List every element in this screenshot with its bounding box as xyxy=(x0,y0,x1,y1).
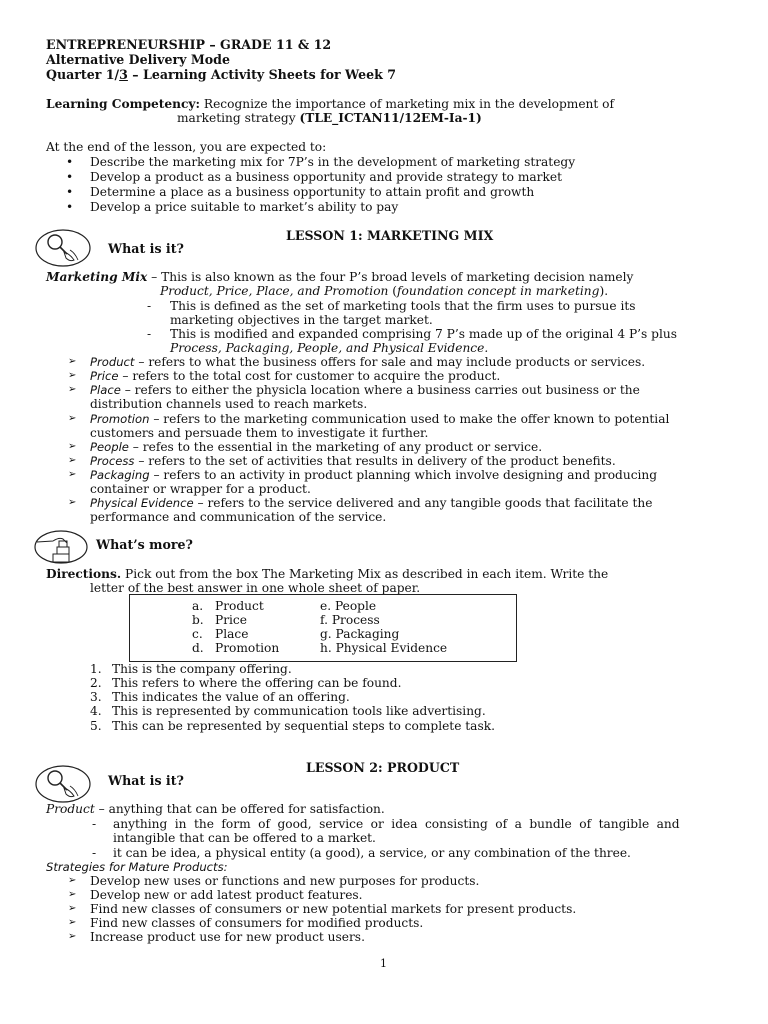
question-number: 5. xyxy=(90,719,102,733)
question-number: 4. xyxy=(90,704,102,718)
magnifying-glass-icon xyxy=(34,764,92,804)
choice-item: Place xyxy=(215,627,249,641)
p-item: Physical Evidence – refers to the service delivered and any tangible goods that facilitate the xyxy=(90,496,653,510)
product-point: it can be idea, a physical entity (a good), a service, or any combination of the three. xyxy=(113,846,631,860)
question-number: 2. xyxy=(90,676,102,690)
arrow-bullet-icon: ➢ xyxy=(68,889,77,900)
directions-cont: letter of the best answer in one whole sheet of paper. xyxy=(90,581,421,595)
definition-point-cont: marketing objectives in the target market. xyxy=(170,313,433,327)
product-point: anything in the form of good, service or idea consisting of a bundle of tangible and xyxy=(113,817,680,831)
question-number: 1. xyxy=(90,662,102,676)
lesson1-title: LESSON 1: MARKETING MIX xyxy=(286,228,494,243)
p-item-cont: container or wrapper for a product. xyxy=(90,482,311,496)
objective-item: Describe the marketing mix for 7P’s in the development of marketing strategy xyxy=(90,155,576,169)
learning-competency: Learning Competency: Recognize the importance of marketing mix in the development of xyxy=(46,97,615,111)
choice-letter: b. xyxy=(192,613,204,627)
learning-competency-cont: marketing strategy (TLE_ICTAN11/12EM-Ia-1) xyxy=(177,111,482,125)
arrow-bullet-icon: ➢ xyxy=(68,931,77,942)
arrow-bullet-icon: ➢ xyxy=(68,413,77,424)
dash: - xyxy=(92,846,97,860)
p-item: Process – refers to the set of activities that results in delivery of the product benefits. xyxy=(90,454,616,468)
delivery-mode: Alternative Delivery Mode xyxy=(46,52,230,67)
choice-item: f. Process xyxy=(320,613,380,627)
p-item-cont: distribution channels used to reach markets. xyxy=(90,397,368,411)
objectives-intro: At the end of the lesson, you are expected to: xyxy=(46,140,327,154)
question-item: This is represented by communication tools like advertising. xyxy=(112,704,486,718)
marketing-mix-definition: Marketing Mix – This is also known as the four P’s broad levels of marketing decision namely xyxy=(46,270,634,284)
arrow-bullet-icon: ➢ xyxy=(68,356,77,367)
dash: - xyxy=(147,327,152,341)
dash: - xyxy=(92,817,97,831)
definition-point: This is modified and expanded comprising 7 P’s made up of the original 4 P’s plus xyxy=(170,327,677,341)
choice-item: Product xyxy=(215,599,264,613)
four-ps: Product, Price, Place, and Promotion (foundation concept in marketing). xyxy=(160,284,609,298)
choice-item: g. Packaging xyxy=(320,627,400,641)
arrow-bullet-icon: ➢ xyxy=(68,903,77,914)
choice-item: Promotion xyxy=(215,641,280,655)
strategy-item: Develop new or add latest product features. xyxy=(90,888,363,902)
question-item: This refers to where the offering can be found. xyxy=(112,676,402,690)
arrow-bullet-icon: ➢ xyxy=(68,917,77,928)
quarter-week-title: Quarter 1/3 – Learning Activity Sheets for Week 7 xyxy=(46,67,397,82)
dash: - xyxy=(147,299,152,313)
arrow-bullet-icon: ➢ xyxy=(68,875,77,886)
choice-item: Price xyxy=(215,613,247,627)
p-item: Packaging – refers to an activity in product planning which involve designing and producing xyxy=(90,468,658,482)
p-item: People – refes to the essential in the marketing of any product or service. xyxy=(90,440,543,454)
p-item-cont: customers and persuade them to investigate it further. xyxy=(90,426,429,440)
strategy-item: Find new classes of consumers for modified products. xyxy=(90,916,424,930)
bullet: • xyxy=(66,185,74,199)
definition-point: This is defined as the set of marketing tools that the firm uses to pursue its xyxy=(170,299,636,313)
question-item: This indicates the value of an offering. xyxy=(112,690,350,704)
arrow-bullet-icon: ➢ xyxy=(68,455,77,466)
p-item: Place – refers to either the physicla location where a business carries out business or the xyxy=(90,383,640,397)
arrow-bullet-icon: ➢ xyxy=(68,384,77,395)
objective-item: Determine a place as a business opportunity to attain profit and growth xyxy=(90,185,535,199)
bullet: • xyxy=(66,170,74,184)
question-item: This is the company offering. xyxy=(112,662,292,676)
document-subject: ENTREPRENEURSHIP – GRADE 11 & 12 xyxy=(46,37,332,52)
lesson2-title: LESSON 2: PRODUCT xyxy=(306,760,460,775)
objective-item: Develop a product as a business opportunity and provide strategy to market xyxy=(90,170,562,184)
arrow-bullet-icon: ➢ xyxy=(68,441,77,452)
choices-box xyxy=(129,594,517,662)
boxes-hand-icon xyxy=(33,529,89,565)
question-item: This can be represented by sequential steps to complete task. xyxy=(112,719,495,733)
p-item: Price – refers to the total cost for customer to acquire the product. xyxy=(90,369,501,383)
what-is-it-heading: What is it? xyxy=(108,241,184,256)
strategy-item: Find new classes of consumers or new potential markets for present products. xyxy=(90,902,577,916)
objective-item: Develop a price suitable to market’s ability to pay xyxy=(90,200,399,214)
directions: Directions. Pick out from the box The Marketing Mix as described in each item. Write the xyxy=(46,567,609,581)
question-number: 3. xyxy=(90,690,102,704)
whats-more-heading: What’s more? xyxy=(96,537,193,552)
p-item: Product – refers to what the business offers for sale and may include products or services. xyxy=(90,355,646,369)
p-item: Promotion – refers to the marketing communication used to make the offer known to potential xyxy=(90,412,670,426)
choice-item: h. Physical Evidence xyxy=(320,641,448,655)
arrow-bullet-icon: ➢ xyxy=(68,370,77,381)
choice-letter: a. xyxy=(192,599,204,613)
strategy-item: Develop new uses or functions and new purposes for products. xyxy=(90,874,480,888)
bullet: • xyxy=(66,200,74,214)
product-definition: Product – anything that can be offered for satisfaction. xyxy=(46,802,385,816)
choice-item: e. People xyxy=(320,599,377,613)
magnifying-glass-icon xyxy=(34,228,92,268)
choice-letter: c. xyxy=(192,627,203,641)
arrow-bullet-icon: ➢ xyxy=(68,497,77,508)
page-number: 1 xyxy=(380,957,387,970)
p-item-cont: performance and communication of the service. xyxy=(90,510,387,524)
strategy-item: Increase product use for new product users. xyxy=(90,930,365,944)
strategies-title: Strategies for Mature Products: xyxy=(46,860,228,874)
arrow-bullet-icon: ➢ xyxy=(68,469,77,480)
what-is-it-heading: What is it? xyxy=(108,773,184,788)
choice-letter: d. xyxy=(192,641,204,655)
bullet: • xyxy=(66,155,74,169)
product-point-cont: intangible that can be offered to a market. xyxy=(113,831,376,845)
definition-point-cont: Process, Packaging, People, and Physical Evidence. xyxy=(170,341,489,355)
